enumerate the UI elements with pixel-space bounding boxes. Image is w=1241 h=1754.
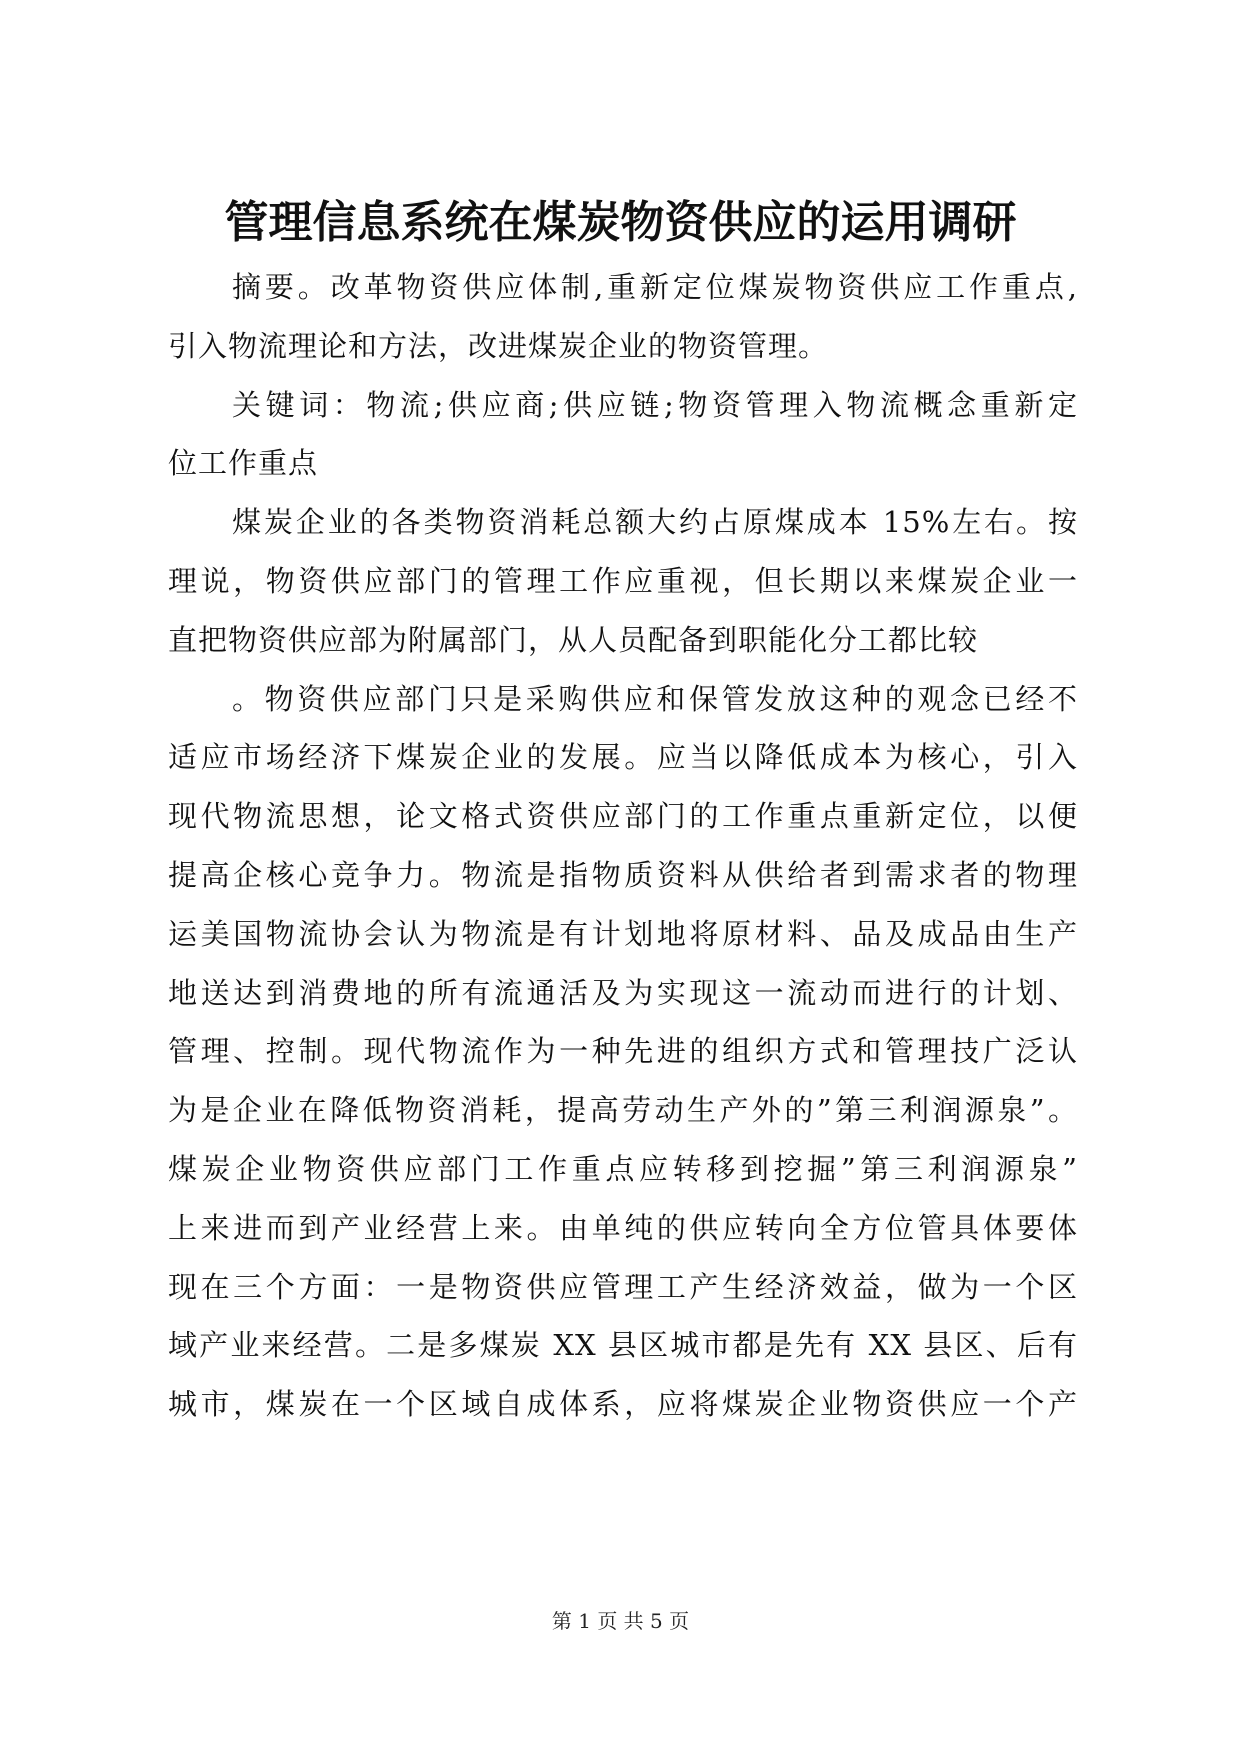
paragraph-line-16: 城市，煤炭在一个区域自成体系，应将煤炭企业物资供应一个产	[168, 1387, 1078, 1422]
document-title: 管理信息系统在煤炭物资供应的运用调研	[224, 197, 1017, 248]
paragraph-line-10: 管理、控制。现代物流作为一种先进的组织方式和管理技广泛认	[168, 1034, 1078, 1069]
paragraph-line-7: 提高企核心竞争力。物流是指物质资料从供给者到需求者的物理	[168, 857, 1078, 892]
abstract-line-1: 摘要。改革物资供应体制,重新定位煤炭物资供应工作重点,	[232, 270, 1078, 304]
page-number: 第 1 页 共 5 页	[551, 1609, 690, 1633]
paragraph-line-2: 理说，物资供应部门的管理工作应重视，但长期以来煤炭企业一	[168, 563, 1078, 598]
paragraph-line-11: 为是企业在降低物资消耗，提高劳动生产外的”第三利润源泉”。	[168, 1093, 1078, 1128]
paragraph-line-14: 现在三个方面：一是物资供应管理工产生经济效益，做为一个区	[168, 1269, 1078, 1304]
paragraph-line-15: 域产业来经营。二是多煤炭 XX 县区城市都是先有 XX 县区、后有	[168, 1328, 1078, 1363]
paragraph-line-1: 煤炭企业的各类物资消耗总额大约占原煤成本 15%左右。按	[232, 505, 1078, 540]
paragraph-line-9: 地送达到消费地的所有流通活及为实现这一流动而进行的计划、	[168, 975, 1078, 1010]
paragraph-line-3: 直把物资供应部为附属部门，从人员配备到职能化分工都比较	[168, 622, 979, 657]
document-body	[168, 258, 1078, 1434]
keywords-line-1: 关键词：物流;供应商;供应链;物资管理入物流概念重新定	[232, 387, 1078, 422]
paragraph-line-8: 运美国物流协会认为物流是有计划地将原材料、品及成品由生产	[168, 916, 1078, 951]
paragraph-line-13: 上来进而到产业经营上来。由单纯的供应转向全方位管具体要体	[168, 1210, 1078, 1245]
keywords-line-2: 位工作重点	[168, 446, 319, 481]
abstract-line-2: 引入物流理论和方法，改进煤炭企业的物资管理。	[168, 328, 829, 363]
paragraph-line-12: 煤炭企业物资供应部门工作重点应转移到挖掘”第三利润源泉”	[168, 1151, 1078, 1186]
paragraph-line-5: 适应市场经济下煤炭企业的发展。应当以降低成本为核心，引入	[168, 740, 1078, 775]
paragraph-line-4: 。物资供应部门只是采购供应和保管发放这种的观念已经不	[232, 681, 1078, 716]
paragraph-line-6: 现代物流思想，论文格式资供应部门的工作重点重新定位，以便	[168, 799, 1078, 834]
